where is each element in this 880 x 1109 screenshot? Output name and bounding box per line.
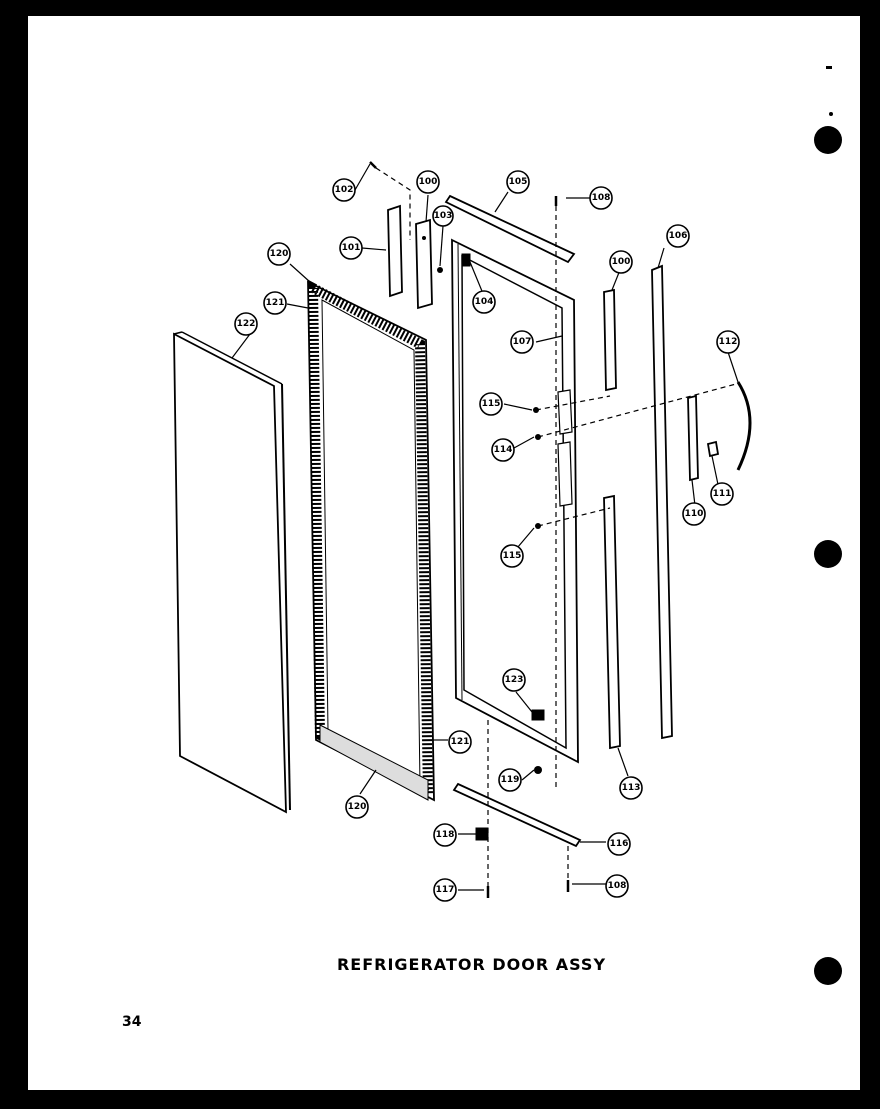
callout-105 (507, 171, 529, 193)
page-number: 34 (122, 1014, 142, 1030)
svg-text:105: 105 (508, 177, 528, 187)
callout-115-upper (480, 393, 502, 415)
callout-104 (473, 291, 495, 313)
long-handle-trim (652, 266, 672, 738)
bottom-hinge-plate (454, 784, 580, 846)
diagram-title: REFRIGERATOR DOOR ASSY (336, 955, 607, 974)
callout-111 (711, 483, 733, 505)
callout-118 (434, 824, 456, 846)
svg-text:108: 108 (591, 193, 611, 203)
svg-text:110: 110 (684, 509, 704, 519)
svg-text:106: 106 (668, 231, 688, 241)
svg-text:121: 121 (450, 737, 470, 747)
callout-120-bottom (346, 796, 368, 818)
callout-102 (333, 179, 355, 201)
handle-cover (708, 442, 718, 456)
callout-107 (511, 331, 533, 353)
svg-text:115: 115 (481, 399, 501, 409)
callout-116 (608, 833, 630, 855)
door-stop-block (532, 710, 544, 720)
callout-121-bottom (449, 731, 471, 753)
svg-text:101: 101 (341, 243, 361, 253)
callout-101 (340, 237, 362, 259)
binder-hole-middle (814, 540, 842, 568)
door-panel (174, 334, 286, 812)
plug-119 (534, 766, 542, 774)
svg-text:122: 122 (236, 319, 256, 329)
svg-text:107: 107 (512, 337, 532, 347)
callout-123 (503, 669, 525, 691)
svg-text:117: 117 (435, 885, 455, 895)
side-trim-lower (604, 496, 620, 748)
callout-100-side (610, 251, 632, 273)
svg-text:111: 111 (712, 489, 732, 499)
side-trim-upper (604, 290, 616, 390)
callout-113 (620, 777, 642, 799)
svg-text:115: 115 (502, 551, 522, 561)
svg-text:121: 121 (265, 298, 285, 308)
svg-text:119: 119 (500, 775, 520, 785)
callout-108-top (590, 187, 612, 209)
svg-text:116: 116 (609, 839, 629, 849)
binder-hole-top (814, 126, 842, 154)
handle-trim-100 (416, 220, 432, 308)
handle-trim-101 (388, 206, 402, 296)
screw-102 (370, 162, 376, 168)
callout-108-bottom (606, 875, 628, 897)
svg-text:123: 123 (504, 675, 524, 685)
callout-117 (434, 879, 456, 901)
callout-115-lower (501, 545, 523, 567)
svg-text:113: 113 (621, 783, 641, 793)
speck-mark (826, 66, 832, 69)
callout-122 (235, 313, 257, 335)
handle-bracket (688, 396, 698, 480)
callout-119 (499, 769, 521, 791)
svg-text:118: 118 (435, 830, 455, 840)
callout-121-top (264, 292, 286, 314)
callout-120-top (268, 243, 290, 265)
door-corner-bracket (462, 254, 470, 266)
callout-114 (492, 439, 514, 461)
svg-text:102: 102 (334, 185, 354, 195)
svg-text:120: 120 (269, 249, 289, 259)
svg-text:104: 104 (474, 297, 494, 307)
svg-text:108: 108 (607, 881, 627, 891)
speck-mark (829, 112, 833, 116)
svg-text:100: 100 (611, 257, 631, 267)
svg-text:100: 100 (418, 177, 438, 187)
callout-112 (717, 331, 739, 353)
door-handle (738, 382, 750, 470)
callout-106 (667, 225, 689, 247)
callout-103 (433, 206, 453, 226)
svg-text:114: 114 (493, 445, 513, 455)
svg-text:103: 103 (433, 211, 453, 221)
hinge-block-116 (476, 828, 488, 840)
svg-text:120: 120 (347, 802, 367, 812)
callout-110 (683, 503, 705, 525)
svg-text:112: 112 (718, 337, 738, 347)
callout-100-top (417, 171, 439, 193)
